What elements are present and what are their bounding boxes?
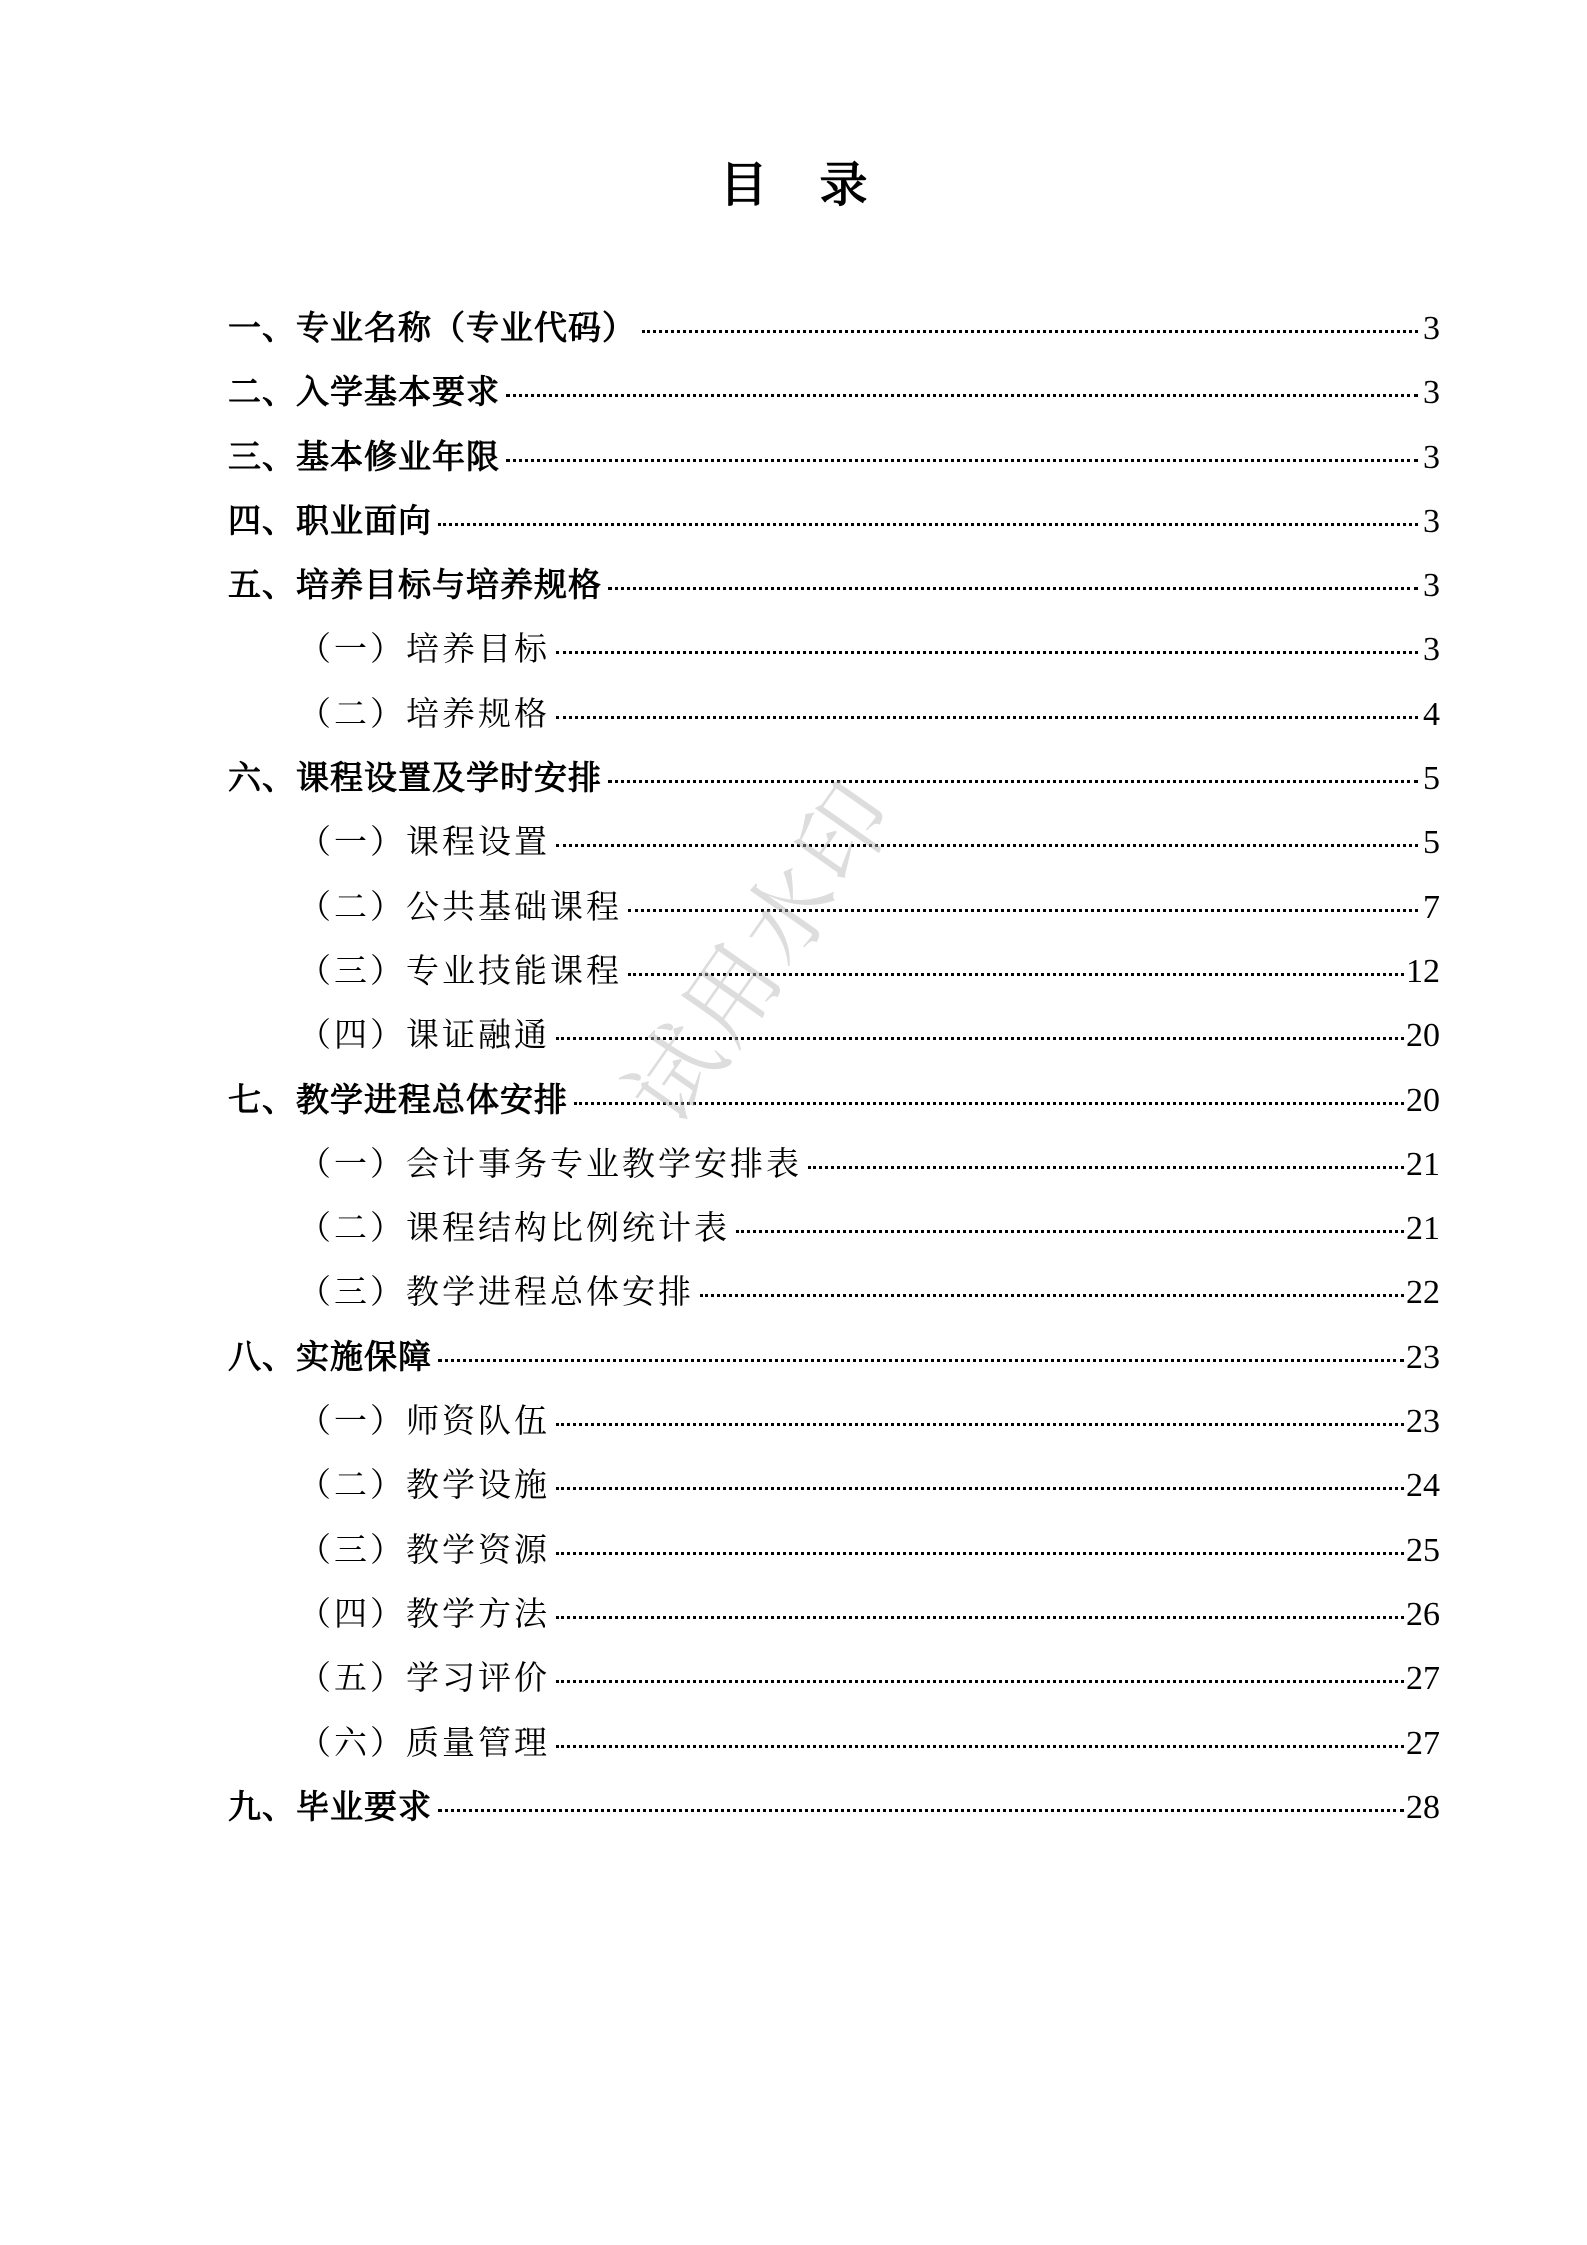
- toc-entry-label: （一）师资队伍: [298, 1401, 550, 1441]
- toc-entry-page: 20: [1406, 1081, 1440, 1119]
- toc-entry-label: （一）培养目标: [298, 629, 550, 669]
- dot-leader: [628, 973, 1404, 976]
- toc-entry-page: 27: [1406, 1660, 1440, 1698]
- toc-entry-page: 23: [1406, 1403, 1440, 1441]
- dot-leader: [438, 1809, 1404, 1812]
- toc-entry-label: 二、入学基本要求: [228, 372, 500, 412]
- toc-entry[interactable]: [228, 1775, 1440, 1839]
- dot-leader: [556, 1680, 1404, 1683]
- page-title: 目录: [719, 157, 920, 213]
- toc-subentry[interactable]: [228, 1646, 1440, 1710]
- toc-subentry[interactable]: [228, 682, 1440, 746]
- dot-leader: [506, 394, 1418, 397]
- toc-entry-label: （二）培养规格: [298, 693, 550, 733]
- toc-entry-page: 4: [1423, 695, 1440, 733]
- toc-entry-label: （六）质量管理: [298, 1722, 550, 1762]
- watermark-text: 试用水印: [606, 760, 919, 1143]
- toc-subentry[interactable]: [228, 939, 1440, 1003]
- toc-subentry[interactable]: [228, 1518, 1440, 1582]
- dot-leader: [736, 1230, 1404, 1233]
- toc-entry-page: 20: [1406, 1017, 1440, 1055]
- toc-entry-page: 3: [1423, 374, 1440, 412]
- toc-subentry[interactable]: [228, 875, 1440, 939]
- dot-leader: [556, 844, 1418, 847]
- toc-entry-label: 六、课程设置及学时安排: [228, 758, 602, 798]
- toc-entry-label: （二）公共基础课程: [298, 886, 622, 926]
- toc-entry-page: 3: [1423, 502, 1440, 540]
- toc-entry-label: （四）课证融通: [298, 1015, 550, 1055]
- toc-entry-label: 七、教学进程总体安排: [228, 1079, 568, 1119]
- toc-entry-page: 26: [1406, 1595, 1440, 1633]
- toc-entry[interactable]: [228, 1325, 1440, 1389]
- toc-subentry[interactable]: [228, 1196, 1440, 1260]
- toc-entry-label: 九、毕业要求: [228, 1786, 432, 1826]
- dot-leader: [608, 587, 1418, 590]
- toc-entry-page: 3: [1423, 438, 1440, 476]
- dot-leader: [438, 1359, 1404, 1362]
- toc-entry-page: 3: [1423, 310, 1440, 347]
- dot-leader: [556, 1745, 1404, 1748]
- toc-subentry[interactable]: [228, 1453, 1440, 1517]
- toc-entry-label: （二）教学设施: [298, 1465, 550, 1505]
- toc-entry[interactable]: [228, 553, 1440, 617]
- dot-leader: [808, 1166, 1404, 1169]
- toc-entry[interactable]: [228, 489, 1440, 553]
- toc-entry-label: 一、专业名称（专业代码）: [228, 308, 636, 347]
- toc-entry-label: （二）课程结构比例统计表: [298, 1208, 730, 1248]
- dot-leader: [642, 330, 1418, 333]
- toc-entry-label: （四）教学方法: [298, 1593, 550, 1633]
- toc-entry-label: 八、实施保障: [228, 1336, 432, 1376]
- toc-entry-page: 28: [1406, 1788, 1440, 1826]
- toc-subentry[interactable]: [228, 1711, 1440, 1775]
- toc-entry-label: 四、职业面向: [228, 500, 432, 540]
- dot-leader: [556, 1423, 1404, 1426]
- toc-entry[interactable]: [228, 296, 1440, 360]
- toc-entry-label: （一）课程设置: [298, 822, 550, 862]
- toc-subentry[interactable]: [228, 810, 1440, 874]
- toc-subentry[interactable]: [228, 617, 1440, 681]
- dot-leader: [556, 1552, 1404, 1555]
- toc-subentry[interactable]: [228, 1132, 1440, 1196]
- toc-entry-page: 5: [1423, 760, 1440, 798]
- dot-leader: [700, 1294, 1404, 1297]
- toc-entry-page: 27: [1406, 1724, 1440, 1762]
- dot-leader: [556, 1616, 1404, 1619]
- dot-leader: [574, 1102, 1404, 1105]
- toc-entry-page: 21: [1406, 1145, 1440, 1183]
- dot-leader: [556, 1037, 1404, 1040]
- toc-entry-page: 22: [1406, 1274, 1440, 1312]
- toc-entry-page: 7: [1423, 888, 1440, 926]
- toc-entry-label: （三）教学进程总体安排: [298, 1272, 694, 1312]
- toc-entry-page: 25: [1406, 1531, 1440, 1569]
- toc-subentry[interactable]: [228, 1389, 1440, 1453]
- dot-leader: [556, 716, 1418, 719]
- toc-entry-page: 3: [1423, 631, 1440, 669]
- toc-entry-page: 21: [1406, 1210, 1440, 1248]
- dot-leader: [608, 780, 1418, 783]
- toc-entry-label: （三）教学资源: [298, 1529, 550, 1569]
- dot-leader: [628, 909, 1418, 912]
- toc-subentry[interactable]: [228, 1003, 1440, 1067]
- toc-entry-page: 3: [1423, 567, 1440, 605]
- toc-subentry[interactable]: [228, 1582, 1440, 1646]
- toc-entry[interactable]: [228, 1068, 1440, 1132]
- toc-subentry[interactable]: [228, 1260, 1440, 1324]
- toc-entry[interactable]: [228, 360, 1440, 424]
- dot-leader: [556, 651, 1418, 654]
- table-of-contents: [228, 296, 1440, 1839]
- toc-entry[interactable]: [228, 425, 1440, 489]
- toc-entry-label: （五）学习评价: [298, 1658, 550, 1698]
- dot-leader: [438, 523, 1418, 526]
- dot-leader: [506, 459, 1418, 462]
- toc-entry-label: 五、培养目标与培养规格: [228, 565, 602, 605]
- toc-entry-page: 5: [1423, 824, 1440, 862]
- toc-entry-label: 三、基本修业年限: [228, 436, 500, 476]
- dot-leader: [556, 1487, 1404, 1490]
- toc-entry-label: （一）会计事务专业教学安排表: [298, 1143, 802, 1183]
- toc-entry[interactable]: [228, 746, 1440, 810]
- toc-entry-page: 23: [1406, 1338, 1440, 1376]
- toc-entry-page: 24: [1406, 1467, 1440, 1505]
- toc-entry-label: （三）专业技能课程: [298, 950, 622, 990]
- toc-entry-page: 12: [1406, 952, 1440, 990]
